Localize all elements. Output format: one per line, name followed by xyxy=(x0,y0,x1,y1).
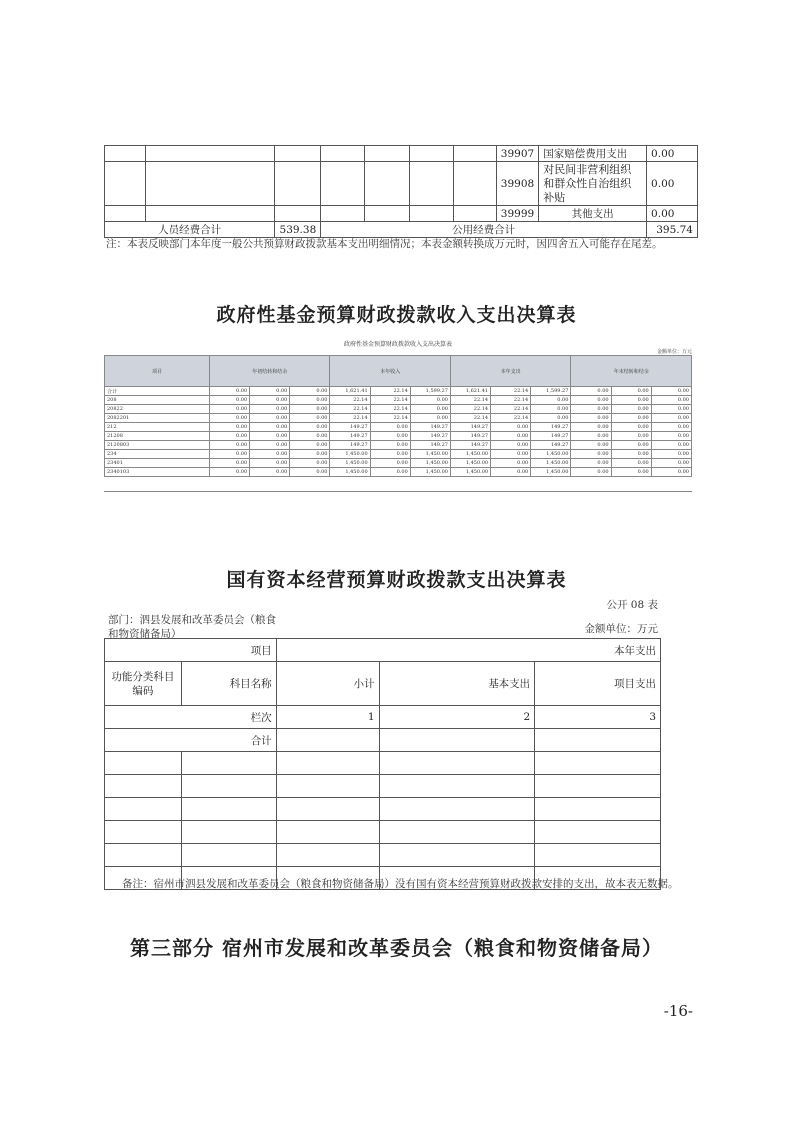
cell-value: 22.14 xyxy=(491,405,531,414)
cell-value: 149.27 xyxy=(531,423,571,432)
cell-value: 0.00 xyxy=(250,432,290,441)
unit-label: 金额单位：万元 xyxy=(584,623,658,635)
cell-code: 39999 xyxy=(496,206,538,222)
cell-value: 22.14 xyxy=(370,396,410,405)
row-label: 208 xyxy=(105,396,210,405)
cell-value: 0.00 xyxy=(651,450,691,459)
cell-value: 0.00 xyxy=(290,414,330,423)
cell-name: 其他支出 xyxy=(539,206,647,222)
table-row xyxy=(105,844,661,867)
cell-value: 0.00 xyxy=(410,396,450,405)
cell-value: 0.00 xyxy=(571,432,611,441)
cell-value: 0.00 xyxy=(250,468,290,477)
cell-value: 0.00 xyxy=(647,162,698,206)
cell-value: 1,450.00 xyxy=(410,459,450,468)
header-expense: 本年支出 xyxy=(450,356,570,387)
cell-value: 0.00 xyxy=(210,468,250,477)
cell-name: 对民间非营利组织和群众性自治组织补贴 xyxy=(539,162,647,206)
row-label: 234 xyxy=(105,450,210,459)
cell-value: 0.00 xyxy=(611,450,651,459)
cell-value: 0.00 xyxy=(571,459,611,468)
page-number: -16- xyxy=(663,1002,693,1020)
cell-value: 1,450.00 xyxy=(531,459,571,468)
table-row xyxy=(105,798,661,821)
table-row xyxy=(105,468,692,477)
cell-value: 0.00 xyxy=(250,396,290,405)
cell-value: 1,621.41 xyxy=(450,387,490,396)
cell-value: 0.00 xyxy=(491,468,531,477)
cell-value: 0.00 xyxy=(611,459,651,468)
row-label: 212 xyxy=(105,423,210,432)
cell-value: 0.00 xyxy=(491,450,531,459)
header-subtotal: 小计 xyxy=(276,662,379,706)
cell-value: 149.27 xyxy=(410,423,450,432)
cell-name: 国家赔偿费用支出 xyxy=(539,146,647,162)
cell-value: 0.00 xyxy=(290,468,330,477)
cell-value: 1,450.00 xyxy=(531,468,571,477)
section-title-fund: 政府性基金预算财政拨款收入支出决算表 xyxy=(216,304,577,326)
cell-value: 0.00 xyxy=(647,146,698,162)
table-header-row xyxy=(105,356,692,387)
cell-value: 22.14 xyxy=(450,414,490,423)
cell-value: 0.00 xyxy=(651,405,691,414)
header-year-expense: 本年支出 xyxy=(276,639,660,662)
cell-value: 0.00 xyxy=(571,423,611,432)
cell-value: 1,450.00 xyxy=(410,468,450,477)
table-row xyxy=(105,414,692,423)
cell-value: 22.14 xyxy=(491,387,531,396)
table-row xyxy=(105,821,661,844)
cell-value: 0.00 xyxy=(290,405,330,414)
cell-value: 1,450.00 xyxy=(450,468,490,477)
cell-value: 0.00 xyxy=(651,468,691,477)
public-total-value: 395.74 xyxy=(647,222,698,238)
cell-value: 22.14 xyxy=(491,396,531,405)
header-carry: 年初结转和结余 xyxy=(210,356,330,387)
cell-value: 0.00 xyxy=(210,459,250,468)
cell-value: 0.00 xyxy=(651,441,691,450)
cell-value: 149.27 xyxy=(450,423,490,432)
fund-table xyxy=(104,355,692,477)
cell-value: 0.00 xyxy=(210,396,250,405)
cell-value: 0.00 xyxy=(250,387,290,396)
form-code: 公开 08 表 xyxy=(606,599,658,611)
cell-value: 0.00 xyxy=(491,441,531,450)
cell-value: 0.00 xyxy=(410,405,450,414)
cell-value: 0.00 xyxy=(290,423,330,432)
header-end: 年末结转和结余 xyxy=(571,356,692,387)
cell-value: 149.27 xyxy=(450,432,490,441)
column-number-2: 2 xyxy=(379,706,535,729)
fund-table-title: 政府性基金预算财政拨款收入支出决算表 xyxy=(343,341,452,348)
fund-table-footnote xyxy=(104,491,692,499)
row-label: 合计 xyxy=(105,387,210,396)
column-number-label: 栏次 xyxy=(105,706,277,729)
table-row xyxy=(105,162,698,206)
cell-value: 0.00 xyxy=(250,405,290,414)
table-row xyxy=(105,423,692,432)
cell-value: 1,450.00 xyxy=(330,468,370,477)
header-subject-name: 科目名称 xyxy=(181,662,276,706)
cell-value: 0.00 xyxy=(370,441,410,450)
section-title-state-capital: 国有资本经营预算财政拨款支出决算表 xyxy=(226,569,567,591)
cell-value: 0.00 xyxy=(370,468,410,477)
cell-value: 22.14 xyxy=(450,405,490,414)
cell-value: 0.00 xyxy=(370,432,410,441)
cell-value: 1,599.27 xyxy=(531,387,571,396)
cell-value: 1,450.00 xyxy=(330,459,370,468)
table-row xyxy=(105,752,661,775)
cell-value: 149.27 xyxy=(330,441,370,450)
cell-value: 0.00 xyxy=(250,423,290,432)
cell-value: 22.14 xyxy=(330,396,370,405)
cell-value: 0.00 xyxy=(410,414,450,423)
cell-value: 149.27 xyxy=(330,423,370,432)
cell-value: 0.00 xyxy=(290,459,330,468)
cell-value: 149.27 xyxy=(531,432,571,441)
row-label: 23401 xyxy=(105,459,210,468)
cell-value: 1,450.00 xyxy=(531,450,571,459)
cell-value: 0.00 xyxy=(210,387,250,396)
cell-value: 0.00 xyxy=(647,206,698,222)
cell-value: 0.00 xyxy=(651,414,691,423)
cell-value: 149.27 xyxy=(410,432,450,441)
table-row xyxy=(105,396,692,405)
table-header-row xyxy=(105,639,661,662)
personnel-total-value: 539.38 xyxy=(275,222,321,238)
cell-value: 0.00 xyxy=(491,432,531,441)
part-title: 第三部分 宿州市发展和改革委员会（粮食和物资储备局） xyxy=(130,936,663,960)
cell-value: 0.00 xyxy=(611,405,651,414)
row-label: 20822 xyxy=(105,405,210,414)
row-label: 2082201 xyxy=(105,414,210,423)
cell-value: 0.00 xyxy=(370,423,410,432)
cell-value: 0.00 xyxy=(210,441,250,450)
table-row xyxy=(105,441,692,450)
header-income: 本年收入 xyxy=(330,356,450,387)
cell-value: 0.00 xyxy=(611,387,651,396)
cell-value: 22.14 xyxy=(330,414,370,423)
cell-value: 0.00 xyxy=(571,450,611,459)
cell-value: 0.00 xyxy=(491,423,531,432)
cell-value: 1,621.41 xyxy=(330,387,370,396)
table-row xyxy=(105,459,692,468)
cell-value: 0.00 xyxy=(651,396,691,405)
cell-value: 0.00 xyxy=(250,414,290,423)
cell-value: 0.00 xyxy=(571,414,611,423)
cell-value: 0.00 xyxy=(491,459,531,468)
table-header-row xyxy=(105,662,661,706)
header-basic: 基本支出 xyxy=(379,662,535,706)
cell-value: 0.00 xyxy=(210,423,250,432)
cell-value: 0.00 xyxy=(611,432,651,441)
header-project: 项目支出 xyxy=(535,662,661,706)
cell-value: 22.14 xyxy=(330,405,370,414)
cell-value: 0.00 xyxy=(290,441,330,450)
table-row xyxy=(105,146,698,162)
column-number-3: 3 xyxy=(535,706,661,729)
cell-value: 0.00 xyxy=(531,396,571,405)
cell-value: 0.00 xyxy=(210,405,250,414)
cell-value: 0.00 xyxy=(611,396,651,405)
header-item: 项目 xyxy=(105,639,277,662)
row-label: 2120803 xyxy=(105,441,210,450)
cell-value: 0.00 xyxy=(611,414,651,423)
cell-value: 0.00 xyxy=(651,423,691,432)
cell-code: 39907 xyxy=(496,146,538,162)
table-remark: 备注：宿州市泗县发展和改革委员会（粮食和物资储备局）没有国有资本经营预算财政拨款安排的支出，故本表无数据。 xyxy=(122,878,679,890)
cell-value: 149.27 xyxy=(330,432,370,441)
cell-value: 0.00 xyxy=(571,396,611,405)
public-total-label: 公用经费合计 xyxy=(321,222,647,238)
cell-value: 1,450.00 xyxy=(410,450,450,459)
fund-table-image xyxy=(104,339,692,509)
column-number-1: 1 xyxy=(276,706,379,729)
table-row xyxy=(105,405,692,414)
cell-value: 0.00 xyxy=(651,432,691,441)
cell-value: 22.14 xyxy=(370,405,410,414)
header-func-code: 功能分类科目编码 xyxy=(105,662,182,706)
table-row xyxy=(105,206,698,222)
cell-value: 0.00 xyxy=(531,405,571,414)
cell-value: 0.00 xyxy=(210,450,250,459)
cell-value: 22.14 xyxy=(370,387,410,396)
cell-value: 22.14 xyxy=(370,414,410,423)
cell-value: 0.00 xyxy=(210,432,250,441)
row-label: 2340103 xyxy=(105,468,210,477)
table-row xyxy=(105,432,692,441)
basic-expense-table xyxy=(104,145,698,238)
cell-value: 0.00 xyxy=(290,387,330,396)
cell-value: 0.00 xyxy=(571,441,611,450)
cell-value: 0.00 xyxy=(290,450,330,459)
cell-value: 0.00 xyxy=(370,450,410,459)
cell-value: 0.00 xyxy=(531,414,571,423)
cell-value: 1,599.27 xyxy=(410,387,450,396)
cell-value: 0.00 xyxy=(571,405,611,414)
cell-value: 0.00 xyxy=(651,387,691,396)
row-label: 21208 xyxy=(105,432,210,441)
table-row xyxy=(105,450,692,459)
cell-value: 0.00 xyxy=(250,459,290,468)
cell-value: 0.00 xyxy=(250,450,290,459)
cell-value: 149.27 xyxy=(410,441,450,450)
cell-value: 22.14 xyxy=(450,396,490,405)
table-row xyxy=(105,387,692,396)
cell-value: 0.00 xyxy=(210,414,250,423)
cell-value: 1,450.00 xyxy=(330,450,370,459)
cell-value: 22.14 xyxy=(491,414,531,423)
state-capital-table xyxy=(104,638,661,890)
cell-code: 39908 xyxy=(496,162,538,206)
table-row xyxy=(105,775,661,798)
fund-table-unit: 金额单位：万元 xyxy=(656,349,692,355)
cell-value: 0.00 xyxy=(611,441,651,450)
total-label: 合计 xyxy=(105,729,277,752)
table-row xyxy=(105,706,661,729)
cell-value: 1,450.00 xyxy=(450,459,490,468)
department-label: 部门：泗县发展和改革委员会（粮食和物资储备局） xyxy=(108,614,276,640)
cell-value: 0.00 xyxy=(250,441,290,450)
cell-value: 0.00 xyxy=(290,432,330,441)
header-item: 项目 xyxy=(105,356,210,387)
cell-value: 0.00 xyxy=(571,468,611,477)
cell-value: 0.00 xyxy=(651,459,691,468)
cell-value: 1,450.00 xyxy=(450,450,490,459)
cell-value: 149.27 xyxy=(531,441,571,450)
cell-value: 0.00 xyxy=(370,459,410,468)
cell-value: 0.00 xyxy=(571,387,611,396)
table-row xyxy=(105,729,661,752)
personnel-total-label: 人员经费合计 xyxy=(105,222,275,238)
table-note: 注：本表反映部门本年度一般公共预算财政拨款基本支出明细情况；本表金额转换成万元时，因四舍五入可能存在尾差。 xyxy=(106,238,663,250)
cell-value: 149.27 xyxy=(450,441,490,450)
cell-value: 0.00 xyxy=(611,423,651,432)
cell-value: 0.00 xyxy=(290,396,330,405)
cell-value: 0.00 xyxy=(611,468,651,477)
